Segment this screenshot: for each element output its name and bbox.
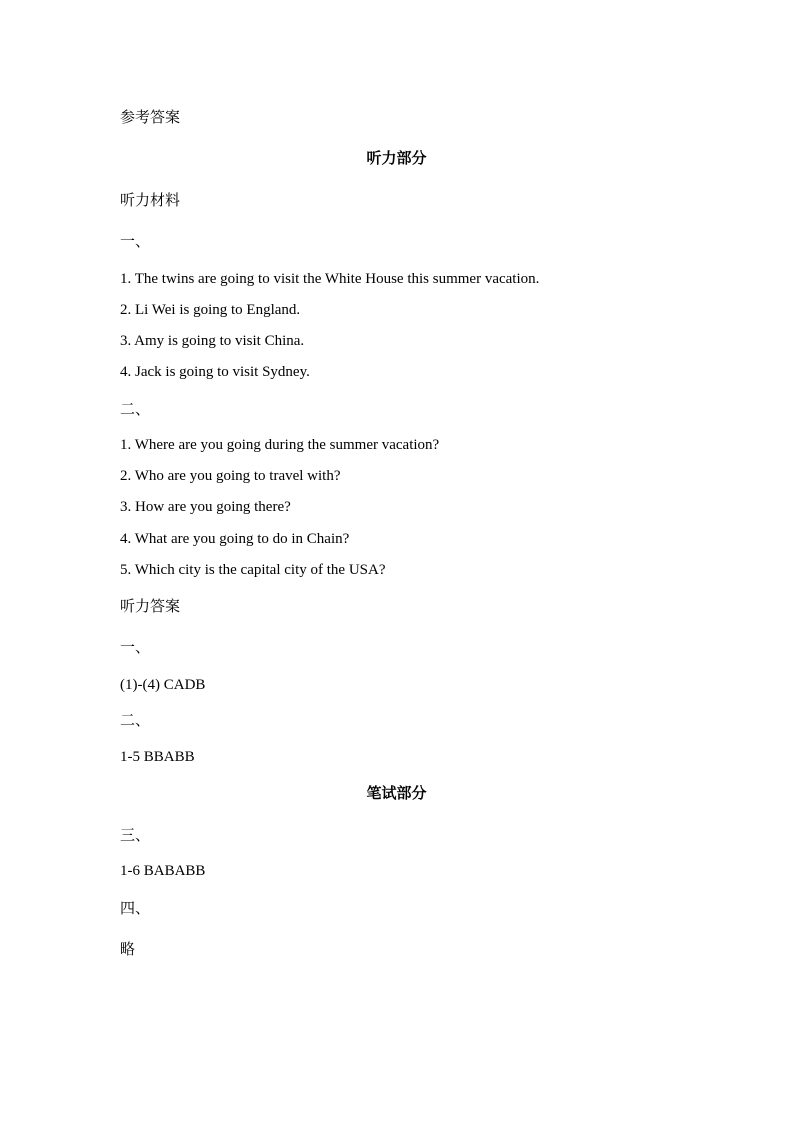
ans2: 1-5 BBABB [120, 749, 195, 765]
list-item: 1. Where are you going during the summer vacation? [120, 437, 440, 453]
list-item: 3. How are you going there? [120, 499, 291, 515]
list-item: 2. Li Wei is going to England. [120, 302, 301, 318]
section-heading-written: 笔试部分 [366, 784, 427, 802]
list-item: 3. Amy is going to visit China. [120, 333, 305, 349]
list-item: 4. Jack is going to visit Sydney. [120, 364, 310, 380]
list-item: 2. Who are you going to travel with? [120, 468, 341, 484]
doc-title: 参考答案 [120, 108, 181, 126]
ans1-label: 一、 [120, 638, 151, 656]
part3-answer: 1-6 BABABB [120, 863, 206, 879]
material-label: 听力材料 [120, 191, 181, 209]
ans1: (1)-(4) CADB [120, 677, 206, 693]
list-item: 1. The twins are going to visit the White House this summer vacation. [120, 271, 540, 287]
ans2-label: 二、 [120, 711, 151, 729]
section-heading-listening: 听力部分 [366, 149, 427, 167]
part3-label: 三、 [120, 826, 151, 844]
part4-label: 四、 [120, 899, 151, 917]
answers-label: 听力答案 [120, 597, 181, 615]
list-item: 4. What are you going to do in Chain? [120, 531, 350, 547]
part4-answer: 略 [120, 940, 136, 958]
part2-label: 二、 [120, 400, 151, 418]
list-item: 5. Which city is the capital city of the USA? [120, 562, 386, 578]
part1-label: 一、 [120, 232, 151, 250]
